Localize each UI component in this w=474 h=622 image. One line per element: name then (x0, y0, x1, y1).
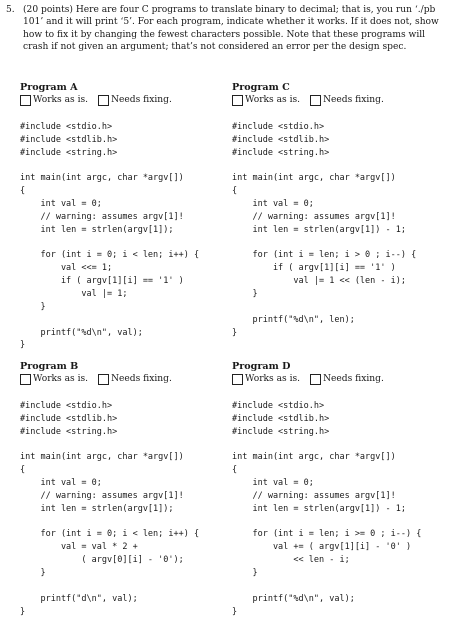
program-c (232, 82, 462, 339)
program-a (20, 82, 250, 352)
program-d-works-label: Works as is. (245, 374, 301, 384)
program-d-fix-checkbox[interactable] (310, 374, 321, 385)
program-d-fix-label: Needs fixing. (323, 374, 384, 384)
program-d (232, 361, 462, 618)
program-d-fix-option[interactable] (310, 373, 384, 385)
program-a-title: Program A (20, 82, 78, 93)
question-number: 5. (6, 5, 15, 15)
program-c-fix-option[interactable] (310, 94, 384, 106)
question-block (6, 4, 446, 54)
program-c-fix-label: Needs fixing. (323, 95, 384, 105)
program-d-works-checkbox[interactable] (232, 374, 243, 385)
program-b-fix-checkbox[interactable] (98, 374, 109, 385)
program-c-works-option[interactable] (232, 94, 300, 106)
program-a-fix-option[interactable] (98, 94, 172, 106)
program-a-fix-label: Needs fixing. (111, 95, 172, 105)
program-b-fix-option[interactable] (98, 373, 172, 385)
program-d-options (232, 373, 462, 385)
program-c-fix-checkbox[interactable] (310, 95, 321, 106)
program-b-code: #include <stdio.h> #include <stdlib.h> #include <string.h> int main(int argc, char *argv[]) { int val = 0; // warning: assumes argv[1]! int len = strlen(argv[1]); for (int i = 0; i < len; i++) { val = val * 2 + ( argv[0][i] - '0'); } printf("d\n", val); } (20, 401, 200, 617)
program-c-works-checkbox[interactable] (232, 95, 243, 106)
program-c-title: Program C (232, 82, 290, 93)
program-c-code: #include <stdio.h> #include <stdlib.h> #include <string.h> int main(int argc, char *argv[]) { int val = 0; // warning: assumes argv[1]! int len = strlen(argv[1]) - 1; for (int i = len; i > 0 ; i--) { if ( argv[1][i] == '1' ) val |= 1 << (len - i); } printf("%d\n", len); } (232, 122, 417, 338)
program-a-works-option[interactable] (20, 94, 88, 106)
program-b-works-checkbox[interactable] (20, 374, 31, 385)
program-c-options (232, 94, 462, 106)
program-d-title: Program D (232, 361, 291, 372)
program-b-fix-label: Needs fixing. (111, 374, 172, 384)
program-b-works-option[interactable] (20, 373, 88, 385)
program-a-options (20, 94, 250, 106)
program-b (20, 361, 250, 618)
program-c-works-label: Works as is. (245, 95, 301, 105)
program-a-works-label: Works as is. (33, 95, 89, 105)
program-a-code: #include <stdio.h> #include <stdlib.h> #include <string.h> int main(int argc, char *argv[]) { int val = 0; // warning: assumes argv[1]! int len = strlen(argv[1]); for (int i = 0; i < len; i++) { val <<= 1; if ( argv[1][i] == '1' ) val |= 1; } printf("%d\n", val); } (20, 122, 200, 351)
program-d-code: #include <stdio.h> #include <stdlib.h> #include <string.h> int main(int argc, char *argv[]) { int val = 0; // warning: assumes argv[1]! int len = strlen(argv[1]) - 1; for (int i = len; i >= 0 ; i--) { val += ( argv[1][i] - '0' ) << len - i; } printf("%d\n", val); } (232, 401, 422, 617)
program-b-options (20, 373, 250, 385)
program-d-works-option[interactable] (232, 373, 300, 385)
program-b-title: Program B (20, 361, 79, 372)
question-text: (20 points) Here are four C programs to translate binary to decimal; that is, you run ‘./pb 101’ and it will print ‘5’. For each program, indicate whether it works. If it does not, show how to fix it by changing the fewest characters possible. Note that these programs will crash if not given an argument; that’s not considered an error per the design spec. (23, 5, 439, 53)
program-a-fix-checkbox[interactable] (98, 95, 109, 106)
program-b-works-label: Works as is. (33, 374, 89, 384)
program-a-works-checkbox[interactable] (20, 95, 31, 106)
